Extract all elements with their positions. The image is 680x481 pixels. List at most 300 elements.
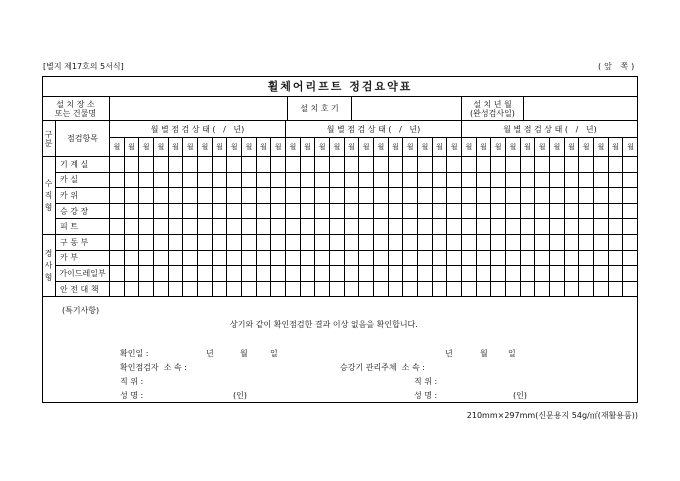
status-cell[interactable] (477, 235, 492, 251)
status-cell[interactable] (330, 188, 345, 204)
status-cell[interactable] (301, 219, 316, 235)
status-cell[interactable] (594, 173, 609, 189)
status-cell[interactable] (521, 173, 536, 189)
status-cell[interactable] (579, 235, 594, 251)
status-cell[interactable] (359, 188, 374, 204)
status-cell[interactable] (330, 235, 345, 251)
status-cell[interactable] (345, 235, 360, 251)
status-cell[interactable] (271, 157, 286, 173)
status-cell[interactable] (110, 282, 125, 298)
status-cell[interactable] (257, 173, 272, 189)
status-cell[interactable] (403, 157, 418, 173)
status-cell[interactable] (257, 188, 272, 204)
status-cell[interactable] (213, 219, 228, 235)
status-cell[interactable] (433, 188, 448, 204)
status-cell[interactable] (506, 251, 521, 267)
status-cell[interactable] (139, 251, 154, 267)
status-cell[interactable] (330, 219, 345, 235)
status-cell[interactable] (271, 219, 286, 235)
status-cell[interactable] (535, 204, 550, 220)
status-cell[interactable] (447, 282, 462, 298)
status-cell[interactable] (213, 157, 228, 173)
status-cell[interactable] (565, 251, 580, 267)
status-cell[interactable] (154, 251, 169, 267)
status-cell[interactable] (359, 204, 374, 220)
status-cell[interactable] (579, 266, 594, 282)
status-cell[interactable] (125, 204, 140, 220)
status-cell[interactable] (594, 282, 609, 298)
status-cell[interactable] (345, 219, 360, 235)
status-cell[interactable] (139, 204, 154, 220)
status-cell[interactable] (169, 251, 184, 267)
status-cell[interactable] (418, 219, 433, 235)
status-cell[interactable] (315, 235, 330, 251)
status-cell[interactable] (374, 173, 389, 189)
status-cell[interactable] (374, 204, 389, 220)
status-cell[interactable] (286, 204, 301, 220)
status-cell[interactable] (623, 188, 638, 204)
status-cell[interactable] (433, 173, 448, 189)
status-cell[interactable] (330, 251, 345, 267)
status-cell[interactable] (433, 282, 448, 298)
status-cell[interactable] (535, 282, 550, 298)
status-cell[interactable] (609, 188, 624, 204)
status-cell[interactable] (403, 219, 418, 235)
status-cell[interactable] (535, 266, 550, 282)
status-cell[interactable] (550, 235, 565, 251)
status-cell[interactable] (433, 219, 448, 235)
status-cell[interactable] (125, 266, 140, 282)
status-cell[interactable] (374, 188, 389, 204)
status-cell[interactable] (418, 188, 433, 204)
status-cell[interactable] (462, 173, 477, 189)
status-cell[interactable] (257, 235, 272, 251)
status-cell[interactable] (579, 204, 594, 220)
status-cell[interactable] (110, 204, 125, 220)
status-cell[interactable] (433, 204, 448, 220)
status-cell[interactable] (535, 173, 550, 189)
status-cell[interactable] (609, 173, 624, 189)
status-cell[interactable] (594, 251, 609, 267)
status-cell[interactable] (374, 219, 389, 235)
status-cell[interactable] (183, 266, 198, 282)
status-cell[interactable] (433, 235, 448, 251)
status-cell[interactable] (183, 282, 198, 298)
status-cell[interactable] (154, 173, 169, 189)
status-cell[interactable] (110, 219, 125, 235)
status-cell[interactable] (403, 266, 418, 282)
status-cell[interactable] (359, 173, 374, 189)
status-cell[interactable] (198, 157, 213, 173)
status-cell[interactable] (183, 219, 198, 235)
status-cell[interactable] (286, 157, 301, 173)
status-cell[interactable] (506, 204, 521, 220)
status-cell[interactable] (477, 204, 492, 220)
status-cell[interactable] (623, 266, 638, 282)
status-cell[interactable] (110, 157, 125, 173)
status-cell[interactable] (213, 173, 228, 189)
status-cell[interactable] (125, 173, 140, 189)
status-cell[interactable] (447, 251, 462, 267)
status-cell[interactable] (286, 266, 301, 282)
status-cell[interactable] (359, 157, 374, 173)
status-cell[interactable] (330, 173, 345, 189)
status-cell[interactable] (535, 251, 550, 267)
status-cell[interactable] (447, 157, 462, 173)
status-cell[interactable] (330, 157, 345, 173)
status-cell[interactable] (198, 219, 213, 235)
status-cell[interactable] (447, 204, 462, 220)
status-cell[interactable] (447, 219, 462, 235)
status-cell[interactable] (403, 188, 418, 204)
status-cell[interactable] (257, 266, 272, 282)
status-cell[interactable] (491, 219, 506, 235)
status-cell[interactable] (169, 266, 184, 282)
status-cell[interactable] (139, 173, 154, 189)
status-cell[interactable] (477, 282, 492, 298)
status-cell[interactable] (389, 219, 404, 235)
status-cell[interactable] (169, 219, 184, 235)
status-cell[interactable] (389, 251, 404, 267)
status-cell[interactable] (227, 188, 242, 204)
status-cell[interactable] (125, 188, 140, 204)
status-cell[interactable] (491, 157, 506, 173)
status-cell[interactable] (242, 204, 257, 220)
status-cell[interactable] (169, 188, 184, 204)
status-cell[interactable] (286, 282, 301, 298)
status-cell[interactable] (609, 282, 624, 298)
status-cell[interactable] (154, 219, 169, 235)
status-cell[interactable] (301, 173, 316, 189)
status-cell[interactable] (462, 235, 477, 251)
status-cell[interactable] (594, 266, 609, 282)
status-cell[interactable] (315, 173, 330, 189)
status-cell[interactable] (609, 251, 624, 267)
status-cell[interactable] (110, 188, 125, 204)
status-cell[interactable] (242, 188, 257, 204)
status-cell[interactable] (609, 266, 624, 282)
status-cell[interactable] (477, 157, 492, 173)
status-cell[interactable] (139, 188, 154, 204)
status-cell[interactable] (286, 219, 301, 235)
status-cell[interactable] (565, 219, 580, 235)
status-cell[interactable] (359, 235, 374, 251)
status-cell[interactable] (550, 157, 565, 173)
status-cell[interactable] (257, 204, 272, 220)
status-cell[interactable] (609, 219, 624, 235)
status-cell[interactable] (257, 251, 272, 267)
status-cell[interactable] (447, 235, 462, 251)
status-cell[interactable] (125, 251, 140, 267)
status-cell[interactable] (301, 188, 316, 204)
status-cell[interactable] (433, 266, 448, 282)
status-cell[interactable] (433, 157, 448, 173)
status-cell[interactable] (301, 235, 316, 251)
status-cell[interactable] (477, 266, 492, 282)
status-cell[interactable] (213, 282, 228, 298)
status-cell[interactable] (330, 282, 345, 298)
status-cell[interactable] (242, 173, 257, 189)
status-cell[interactable] (579, 282, 594, 298)
status-cell[interactable] (227, 235, 242, 251)
status-cell[interactable] (227, 173, 242, 189)
status-cell[interactable] (506, 266, 521, 282)
status-cell[interactable] (418, 235, 433, 251)
status-cell[interactable] (139, 235, 154, 251)
status-cell[interactable] (257, 157, 272, 173)
status-cell[interactable] (154, 266, 169, 282)
status-cell[interactable] (374, 266, 389, 282)
status-cell[interactable] (125, 219, 140, 235)
status-cell[interactable] (227, 282, 242, 298)
status-cell[interactable] (198, 173, 213, 189)
status-cell[interactable] (183, 188, 198, 204)
status-cell[interactable] (154, 188, 169, 204)
status-cell[interactable] (154, 157, 169, 173)
status-cell[interactable] (623, 282, 638, 298)
status-cell[interactable] (110, 266, 125, 282)
status-cell[interactable] (198, 235, 213, 251)
status-cell[interactable] (359, 219, 374, 235)
status-cell[interactable] (330, 204, 345, 220)
status-cell[interactable] (183, 173, 198, 189)
status-cell[interactable] (389, 204, 404, 220)
status-cell[interactable] (550, 251, 565, 267)
status-cell[interactable] (535, 219, 550, 235)
status-cell[interactable] (418, 157, 433, 173)
status-cell[interactable] (477, 188, 492, 204)
status-cell[interactable] (491, 235, 506, 251)
status-cell[interactable] (389, 282, 404, 298)
status-cell[interactable] (242, 251, 257, 267)
status-cell[interactable] (271, 282, 286, 298)
status-cell[interactable] (565, 266, 580, 282)
status-cell[interactable] (462, 251, 477, 267)
status-cell[interactable] (154, 235, 169, 251)
status-cell[interactable] (594, 204, 609, 220)
status-cell[interactable] (491, 266, 506, 282)
status-cell[interactable] (418, 266, 433, 282)
status-cell[interactable] (477, 173, 492, 189)
status-cell[interactable] (301, 204, 316, 220)
status-cell[interactable] (213, 204, 228, 220)
status-cell[interactable] (139, 266, 154, 282)
status-cell[interactable] (345, 266, 360, 282)
status-cell[interactable] (169, 204, 184, 220)
status-cell[interactable] (242, 219, 257, 235)
status-cell[interactable] (286, 173, 301, 189)
status-cell[interactable] (315, 219, 330, 235)
status-cell[interactable] (301, 157, 316, 173)
status-cell[interactable] (403, 235, 418, 251)
status-cell[interactable] (198, 188, 213, 204)
status-cell[interactable] (198, 251, 213, 267)
status-cell[interactable] (169, 282, 184, 298)
status-cell[interactable] (462, 266, 477, 282)
status-cell[interactable] (315, 266, 330, 282)
status-cell[interactable] (374, 157, 389, 173)
status-cell[interactable] (110, 235, 125, 251)
status-cell[interactable] (477, 251, 492, 267)
status-cell[interactable] (359, 282, 374, 298)
status-cell[interactable] (447, 266, 462, 282)
status-cell[interactable] (389, 157, 404, 173)
status-cell[interactable] (154, 282, 169, 298)
status-cell[interactable] (521, 235, 536, 251)
status-cell[interactable] (227, 251, 242, 267)
status-cell[interactable] (169, 235, 184, 251)
status-cell[interactable] (535, 157, 550, 173)
status-cell[interactable] (389, 188, 404, 204)
status-cell[interactable] (521, 157, 536, 173)
status-cell[interactable] (609, 157, 624, 173)
status-cell[interactable] (579, 173, 594, 189)
status-cell[interactable] (418, 282, 433, 298)
status-cell[interactable] (330, 266, 345, 282)
status-cell[interactable] (506, 219, 521, 235)
status-cell[interactable] (550, 173, 565, 189)
status-cell[interactable] (521, 251, 536, 267)
status-cell[interactable] (403, 173, 418, 189)
status-cell[interactable] (579, 157, 594, 173)
status-cell[interactable] (565, 282, 580, 298)
status-cell[interactable] (271, 173, 286, 189)
status-cell[interactable] (213, 266, 228, 282)
status-cell[interactable] (609, 235, 624, 251)
status-cell[interactable] (242, 235, 257, 251)
status-cell[interactable] (550, 204, 565, 220)
status-cell[interactable] (154, 204, 169, 220)
status-cell[interactable] (271, 251, 286, 267)
status-cell[interactable] (227, 157, 242, 173)
status-cell[interactable] (257, 219, 272, 235)
status-cell[interactable] (609, 204, 624, 220)
status-cell[interactable] (535, 188, 550, 204)
status-cell[interactable] (315, 251, 330, 267)
status-cell[interactable] (125, 235, 140, 251)
status-cell[interactable] (198, 204, 213, 220)
status-cell[interactable] (594, 188, 609, 204)
status-cell[interactable] (169, 157, 184, 173)
status-cell[interactable] (462, 219, 477, 235)
status-cell[interactable] (183, 251, 198, 267)
status-cell[interactable] (139, 219, 154, 235)
status-cell[interactable] (345, 282, 360, 298)
status-cell[interactable] (345, 251, 360, 267)
status-cell[interactable] (389, 266, 404, 282)
status-cell[interactable] (447, 188, 462, 204)
status-cell[interactable] (623, 219, 638, 235)
status-cell[interactable] (374, 235, 389, 251)
status-cell[interactable] (491, 173, 506, 189)
status-cell[interactable] (506, 173, 521, 189)
status-cell[interactable] (183, 157, 198, 173)
status-cell[interactable] (418, 204, 433, 220)
status-cell[interactable] (506, 188, 521, 204)
status-cell[interactable] (242, 266, 257, 282)
status-cell[interactable] (506, 282, 521, 298)
status-cell[interactable] (286, 251, 301, 267)
status-cell[interactable] (594, 157, 609, 173)
status-cell[interactable] (183, 235, 198, 251)
status-cell[interactable] (403, 282, 418, 298)
status-cell[interactable] (139, 157, 154, 173)
status-cell[interactable] (227, 204, 242, 220)
status-cell[interactable] (491, 188, 506, 204)
status-cell[interactable] (565, 157, 580, 173)
status-cell[interactable] (213, 188, 228, 204)
status-cell[interactable] (403, 204, 418, 220)
status-cell[interactable] (242, 157, 257, 173)
status-cell[interactable] (301, 266, 316, 282)
status-cell[interactable] (565, 188, 580, 204)
status-cell[interactable] (374, 282, 389, 298)
status-cell[interactable] (213, 251, 228, 267)
status-cell[interactable] (623, 173, 638, 189)
status-cell[interactable] (521, 266, 536, 282)
status-cell[interactable] (462, 157, 477, 173)
status-cell[interactable] (623, 204, 638, 220)
status-cell[interactable] (345, 173, 360, 189)
status-cell[interactable] (301, 282, 316, 298)
status-cell[interactable] (271, 188, 286, 204)
status-cell[interactable] (315, 188, 330, 204)
status-cell[interactable] (345, 204, 360, 220)
status-cell[interactable] (447, 173, 462, 189)
status-cell[interactable] (491, 251, 506, 267)
status-cell[interactable] (462, 282, 477, 298)
status-cell[interactable] (345, 188, 360, 204)
status-cell[interactable] (521, 282, 536, 298)
status-cell[interactable] (389, 173, 404, 189)
status-cell[interactable] (521, 188, 536, 204)
status-cell[interactable] (198, 266, 213, 282)
status-cell[interactable] (315, 157, 330, 173)
status-cell[interactable] (345, 157, 360, 173)
status-cell[interactable] (169, 173, 184, 189)
status-cell[interactable] (315, 282, 330, 298)
status-cell[interactable] (227, 266, 242, 282)
status-cell[interactable] (110, 251, 125, 267)
status-cell[interactable] (125, 282, 140, 298)
status-cell[interactable] (301, 251, 316, 267)
status-cell[interactable] (139, 282, 154, 298)
status-cell[interactable] (462, 204, 477, 220)
status-cell[interactable] (491, 204, 506, 220)
status-cell[interactable] (183, 204, 198, 220)
status-cell[interactable] (521, 204, 536, 220)
status-cell[interactable] (579, 219, 594, 235)
status-cell[interactable] (477, 219, 492, 235)
status-cell[interactable] (315, 204, 330, 220)
status-cell[interactable] (594, 235, 609, 251)
status-cell[interactable] (506, 157, 521, 173)
status-cell[interactable] (403, 251, 418, 267)
status-cell[interactable] (286, 188, 301, 204)
status-cell[interactable] (565, 235, 580, 251)
status-cell[interactable] (521, 219, 536, 235)
status-cell[interactable] (462, 188, 477, 204)
status-cell[interactable] (550, 188, 565, 204)
status-cell[interactable] (565, 204, 580, 220)
status-cell[interactable] (418, 251, 433, 267)
status-cell[interactable] (242, 282, 257, 298)
status-cell[interactable] (359, 266, 374, 282)
status-cell[interactable] (271, 235, 286, 251)
status-cell[interactable] (623, 235, 638, 251)
status-cell[interactable] (198, 282, 213, 298)
status-cell[interactable] (359, 251, 374, 267)
